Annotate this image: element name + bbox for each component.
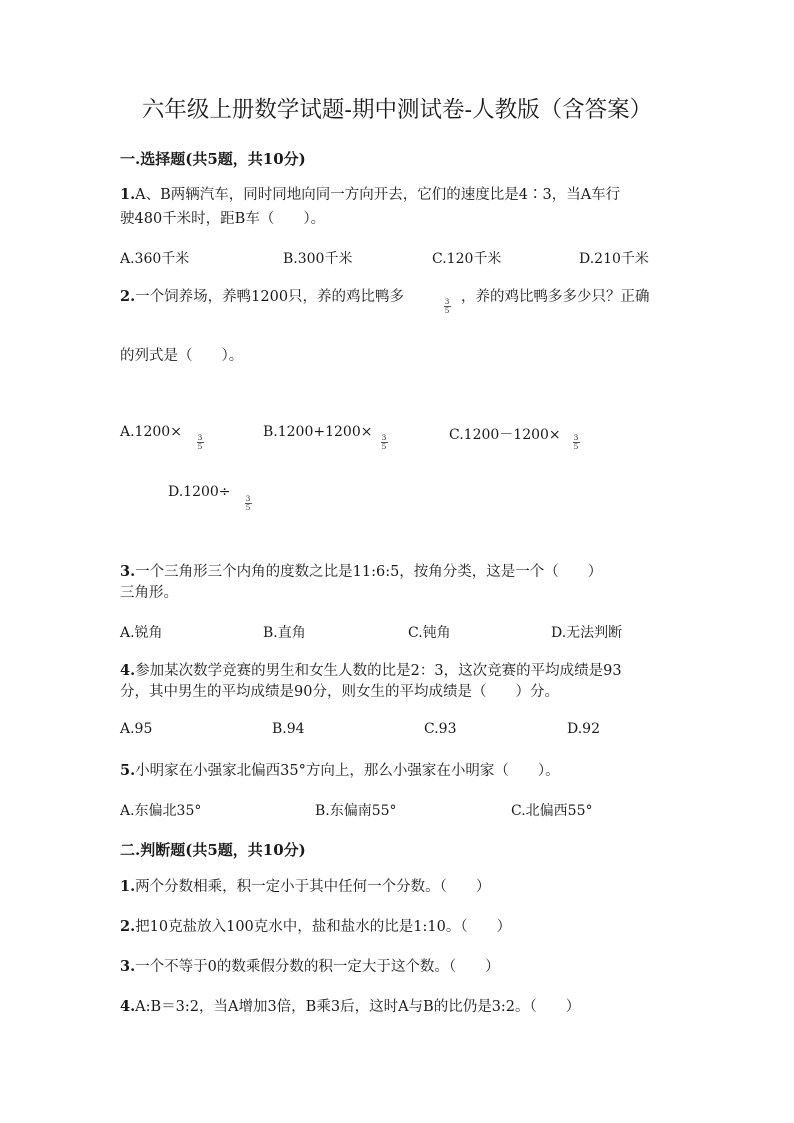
option-a: A.360千米: [120, 251, 190, 267]
question-3-line-1: [120, 561, 602, 583]
question-4-line-1: [120, 660, 622, 682]
option-c: C.1200－1200×: [449, 427, 561, 443]
option-b: B.东偏南55°: [315, 803, 397, 819]
option-b: B.直角: [263, 625, 306, 641]
page-title: 六年级上册数学试题-期中测试卷-人教版（含答案）: [141, 97, 653, 123]
option-c: C.93: [424, 721, 457, 737]
fraction-three-fifths: 3 5: [245, 494, 251, 512]
fraction-three-fifths: 3 5: [197, 433, 203, 451]
true-false-question-2: [120, 916, 511, 938]
question-1-line-2: 驶480千米时，距B车（ ）。: [120, 211, 326, 227]
question-4-line-2: 分，其中男生的平均成绩是90分，则女生的平均成绩是（ ）分。: [120, 684, 559, 700]
fraction-three-fifths: 3 5: [381, 433, 387, 451]
question-text: 一个不等于0的数乘假分数的积一定大于这个数。（ ）: [135, 959, 500, 975]
option-d: D.无法判断: [551, 625, 623, 641]
question-number: 4.: [120, 998, 136, 1015]
fraction-three-fifths: 3 5: [573, 433, 579, 451]
true-false-question-4: [120, 996, 580, 1018]
question-2-line-2: 的列式是（ ）。: [120, 348, 244, 364]
question-2-line-1a: [120, 286, 404, 308]
question-text: 两个分数相乘，积一定小于其中任何一个分数。（ ）: [135, 879, 491, 895]
option-a: A.1200×: [120, 424, 182, 440]
option-b: B.94: [272, 721, 305, 737]
option-a: A.东偏北35°: [120, 803, 202, 819]
question-number: 2.: [120, 288, 136, 305]
question-number: 4.: [120, 662, 136, 679]
option-c: C.北偏西55°: [511, 803, 593, 819]
question-3-line-2: 三角形。: [120, 585, 178, 601]
question-text: 一个饲养场，养鸭1200只，养的鸡比鸭多: [135, 289, 405, 305]
question-1-line-1: [120, 184, 620, 206]
question-number: 1.: [120, 878, 136, 895]
option-a: A.锐角: [120, 625, 163, 641]
option-d: D.1200÷: [168, 484, 231, 500]
option-b: B.1200+1200×: [263, 424, 373, 440]
question-number: 5.: [120, 762, 136, 779]
fraction-three-fifths: 3 5: [444, 297, 450, 315]
true-false-question-1: [120, 876, 490, 898]
section-heading-true-false: 二.判断题(共5题，共10分): [120, 841, 306, 859]
question-2-line-1b: ，养的鸡比鸭多多少只？正确: [461, 289, 650, 305]
option-d: D.210千米: [579, 251, 649, 267]
question-text: 把10克盐放入100克水中，盐和盐水的比是1:10。（ ）: [135, 919, 512, 935]
true-false-question-3: [120, 956, 500, 978]
question-5-line-1: [120, 760, 560, 782]
question-number: 3.: [120, 563, 136, 580]
section-heading-choice: 一.选择题(共5题，共10分): [120, 150, 306, 168]
option-b: B.300千米: [283, 251, 353, 267]
question-text: A、B两辆汽车，同时同地向同一方向开去，它们的速度比是4∶3，当A车行: [135, 187, 621, 203]
question-number: 3.: [120, 958, 136, 975]
option-a: A.95: [120, 721, 153, 737]
question-number: 1.: [120, 186, 136, 203]
question-text: 参加某次数学竞赛的男生和女生人数的比是2：3，这次竞赛的平均成绩是93: [135, 663, 622, 679]
option-d: D.92: [567, 721, 600, 737]
question-text: 一个三角形三个内角的度数之比是11:6:5，按角分类，这是一个（ ）: [135, 564, 603, 580]
question-number: 2.: [120, 918, 136, 935]
question-text: 小明家在小强家北偏西35°方向上，那么小强家在小明家（ ）。: [135, 763, 560, 779]
option-c: C.120千米: [432, 251, 502, 267]
option-c: C.钝角: [408, 625, 451, 641]
question-text: A:B＝3:2，当A增加3倍，B乘3后，这时A与B的比仍是3:2。（ ）: [135, 999, 581, 1015]
